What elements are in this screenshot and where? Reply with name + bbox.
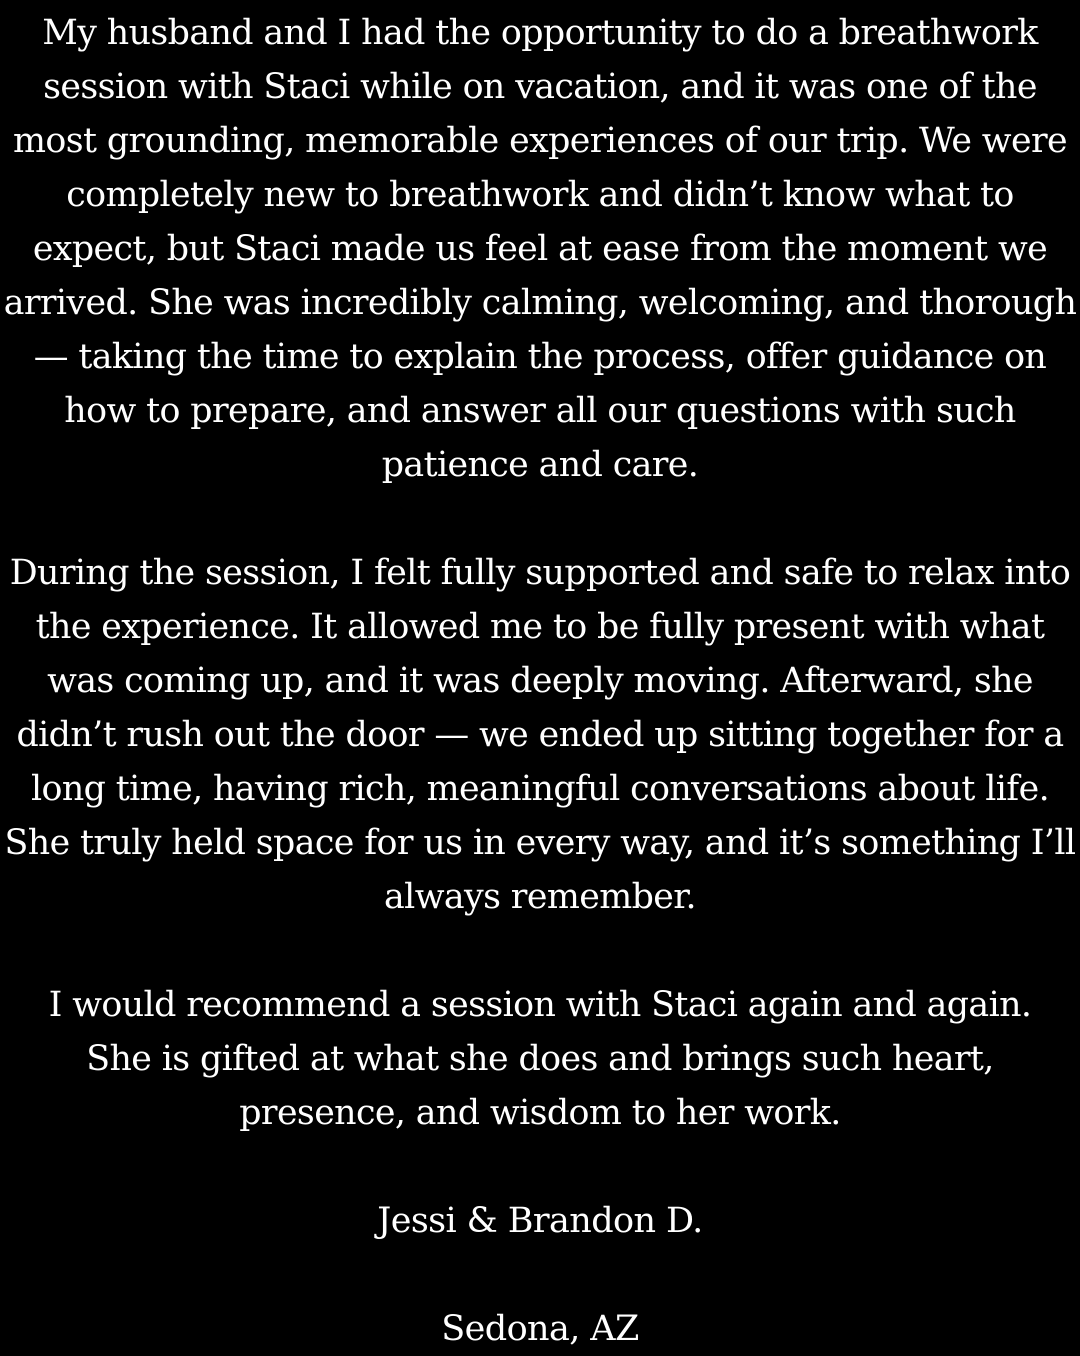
testimonial-paragraph-2 xyxy=(0,546,1080,924)
text-line: the experience. It allowed me to be fully present with what xyxy=(35,607,1045,647)
text-line: session with Staci while on vacation, and it was one of the xyxy=(43,67,1037,107)
testimonial-paragraph-3 xyxy=(0,978,1080,1140)
text-line: how to prepare, and answer all our questions with such xyxy=(64,391,1016,431)
testimonial-text xyxy=(0,6,1080,1356)
text-line: During the session, I felt fully supported and safe to relax into xyxy=(9,553,1071,593)
text-line: arrived. She was incredibly calming, welcoming, and thorough xyxy=(3,283,1077,323)
testimonial-paragraph-1 xyxy=(0,6,1080,492)
text-line: She truly held space for us in every way, and it’s something I’ll xyxy=(4,823,1076,863)
text-line: didn’t rush out the door — we ended up sitting together for a xyxy=(16,715,1064,755)
text-line: most grounding, memorable experiences of our trip. We were xyxy=(12,121,1068,161)
text-line: She is gifted at what she does and brings such heart, xyxy=(86,1039,994,1079)
text-line: My husband and I had the opportunity to do a breathwork xyxy=(42,13,1038,53)
text-line: long time, having rich, meaningful conversations about life. xyxy=(30,769,1050,809)
text-line: expect, but Staci made us feel at ease from the moment we xyxy=(32,229,1048,269)
text-line: — taking the time to explain the process, offer guidance on xyxy=(33,337,1047,377)
text-line: patience and care. xyxy=(381,445,699,485)
text-line: completely new to breathwork and didn’t know what to xyxy=(66,175,1014,215)
text-line: I would recommend a session with Staci again and again. xyxy=(48,985,1032,1025)
text-line: always remember. xyxy=(384,877,696,917)
testimonial-author: Jessi & Brandon D. xyxy=(377,1201,703,1241)
testimonial-location: Sedona, AZ xyxy=(441,1309,639,1349)
text-line: presence, and wisdom to her work. xyxy=(239,1093,841,1133)
text-line: was coming up, and it was deeply moving. Afterward, she xyxy=(47,661,1033,701)
